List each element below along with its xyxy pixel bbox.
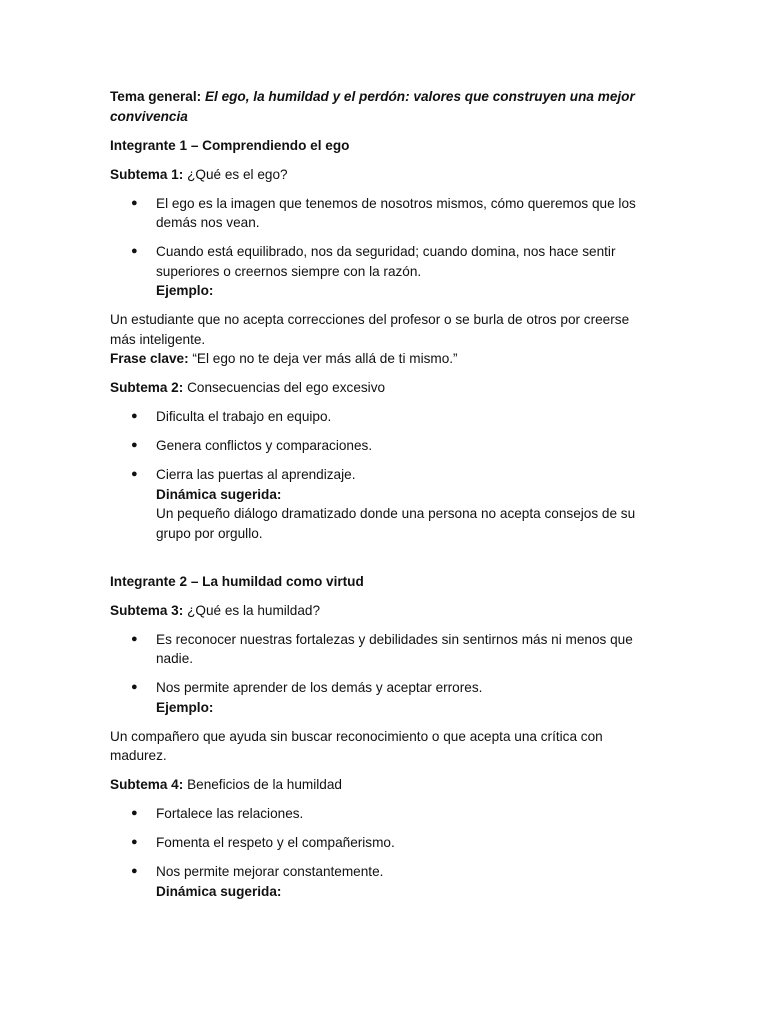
subtopic-3-list: [110, 630, 658, 718]
dynamic-text: Un pequeño diálogo dramatizado donde una persona no acepta consejos de su grupo por orgullo.: [156, 506, 636, 541]
subtopic-3-text: ¿Qué es la humildad?: [187, 602, 321, 618]
key-phrase-text: “El ego no te deja ver más allá de ti mismo.”: [192, 351, 458, 366]
subtopic-3-label: Subtema 3:: [110, 602, 184, 618]
general-topic-title: El ego, la humildad y el perdón: valores que construyen una mejor convivencia: [110, 89, 635, 124]
list-item: [110, 436, 658, 456]
list-item: [110, 804, 658, 824]
list-item-text: Nos permite mejorar constantemente.: [156, 864, 384, 879]
bullet-icon: ●: [131, 865, 138, 877]
list-item: [110, 407, 658, 427]
general-topic: [110, 87, 658, 126]
list-item-text: Dificulta el trabajo en equipo.: [156, 409, 332, 424]
subtopic-3: [110, 601, 658, 621]
list-item-text: El ego es la imagen que tenemos de nosotros mismos, cómo queremos que los demás nos vean.: [156, 195, 636, 230]
list-item: [110, 862, 658, 901]
section-heading-integrante-1: Integrante 1 – Comprendiendo el ego: [110, 137, 350, 153]
subtopic-1: [110, 165, 658, 185]
example-block: [110, 727, 658, 766]
list-item-text: Nos permite aprender de los demás y aceptar errores.: [156, 680, 483, 695]
key-phrase-label: Frase clave:: [110, 351, 189, 366]
section-spacer: [110, 553, 658, 572]
bullet-icon: ●: [131, 836, 138, 848]
subtopic-2: [110, 378, 658, 398]
example-text: Un compañero que ayuda sin buscar reconocimiento o que acepta una crítica con madurez.: [110, 728, 603, 763]
subtopic-1-label: Subtema 1:: [110, 166, 184, 182]
subtopic-1-text: ¿Qué es el ego?: [187, 166, 288, 182]
bullet-icon: ●: [131, 632, 138, 645]
bullet-icon: ●: [131, 468, 138, 480]
list-item-text: Fortalece las relaciones.: [156, 806, 304, 821]
section-heading-integrante-2: Integrante 2 – La humildad como virtud: [110, 573, 364, 589]
subtopic-2-label: Subtema 2:: [110, 380, 184, 395]
example-block: [110, 310, 658, 369]
list-item-text: Cuando está equilibrado, nos da seguridad; cuando domina, nos hace sentir superiores o creernos siempre con la razón.: [156, 244, 616, 279]
bullet-icon: ●: [131, 245, 138, 257]
subtopic-4: [110, 775, 658, 795]
list-item: [110, 833, 658, 853]
example-text: Un estudiante que no acepta correcciones del profesor o se burla de otros por creerse más inteligente.: [110, 312, 630, 347]
bullet-icon: ●: [131, 439, 138, 451]
subtopic-2-text: Consecuencias del ego excesivo: [187, 380, 386, 395]
list-item-text: Es reconocer nuestras fortalezas y debilidades sin sentirnos más ni menos que nadie.: [156, 631, 633, 666]
list-item: [110, 678, 658, 717]
list-item-text: Fomenta el respeto y el compañerismo.: [156, 835, 395, 850]
example-label: Ejemplo:: [156, 699, 214, 715]
list-item-text: Cierra las puertas al aprendizaje.: [156, 467, 356, 482]
list-item: [110, 242, 658, 301]
list-item: [110, 194, 658, 233]
document-body: [110, 87, 658, 911]
subtopic-4-label: Subtema 4:: [110, 777, 184, 792]
dynamic-label: Dinámica sugerida:: [156, 883, 282, 899]
bullet-icon: ●: [131, 807, 138, 819]
subtopic-1-list: [110, 194, 658, 301]
general-topic-label: Tema general:: [110, 89, 202, 104]
bullet-icon: ●: [131, 681, 138, 693]
list-item: [110, 465, 658, 543]
dynamic-label: Dinámica sugerida:: [156, 486, 282, 502]
subtopic-2-list: [110, 407, 658, 543]
example-label: Ejemplo:: [156, 283, 214, 298]
bullet-icon: ●: [131, 410, 138, 422]
list-item: [110, 630, 658, 669]
list-item-text: Genera conflictos y comparaciones.: [156, 438, 373, 453]
subtopic-4-text: Beneficios de la humildad: [187, 777, 342, 792]
subtopic-4-list: [110, 804, 658, 901]
bullet-icon: ●: [131, 196, 138, 209]
